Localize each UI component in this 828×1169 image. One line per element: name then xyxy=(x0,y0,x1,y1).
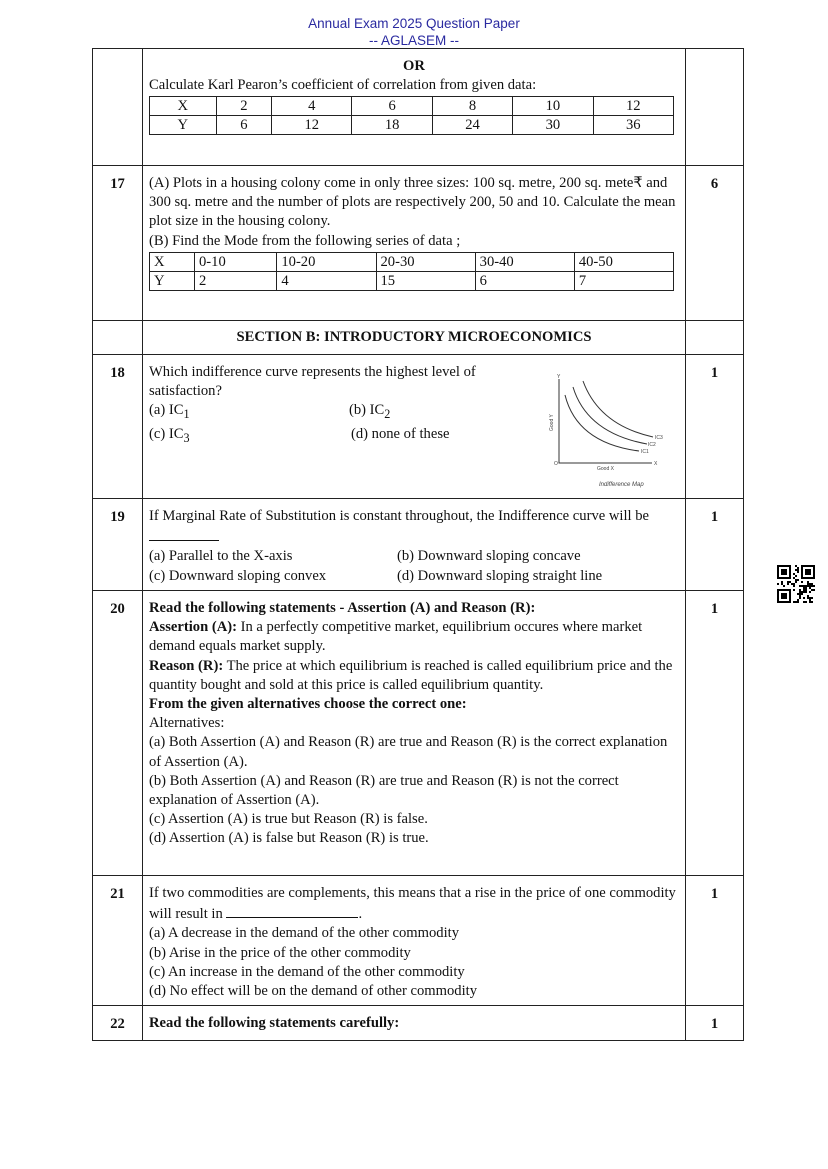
question-text: If two commodities are complements, this means that a rise in the price of one commodity will result in xyxy=(149,885,676,923)
option-a: (a) $IC_1$ xyxy=(149,402,190,422)
data-table-cell: 6 xyxy=(352,97,432,116)
data-table-cell: 4 xyxy=(277,271,376,290)
data-table-cell: 12 xyxy=(593,97,673,116)
section-heading: SECTION B: INTRODUCTORY MICROECONOMICS xyxy=(143,321,686,355)
section-row xyxy=(93,321,744,355)
data-table-cell: 12 xyxy=(272,116,352,135)
ic1-curve xyxy=(565,395,639,451)
question-text: (A) Plots in a housing colony come in only three sizes: 100 sq. metre, 200 sq. mete₹ and 300 sq. metre and the number of plots are respectively 200, 50 and 10. Calculate the mean plot size in the housing colony. xyxy=(149,175,676,230)
data-table-cell: 7 xyxy=(574,271,673,290)
data-table-cell: 20-30 xyxy=(376,252,475,271)
data-table-row xyxy=(150,271,674,290)
question-text: If Marginal Rate of Substitution is constant throughout, the Indifference curve will be xyxy=(149,508,649,524)
option-c: (c) An increase in the demand of the other commodity xyxy=(149,963,465,980)
question-number: 18 xyxy=(93,355,143,499)
reason-text: The price at which equilibrium is reached is called equilibrium price and the quantity bought and sold at this price is called equilibrium quantity. xyxy=(149,657,673,693)
data-table xyxy=(149,252,674,291)
option-a: (a) Parallel to the X-axis xyxy=(149,548,293,565)
option-a: (a) Both Assertion (A) and Reason (R) are true and Reason (R) is the correct explanation of Assertion (A). xyxy=(149,734,693,770)
data-table-cell: X xyxy=(150,97,217,116)
choose-instruction: From the given alternatives choose the correct one: xyxy=(149,696,467,713)
marks: 1 xyxy=(686,876,744,1006)
question-text: Which indifference curve represents the highest level of satisfaction? xyxy=(149,364,476,400)
option-a: (a) A decrease in the demand of the other commodity xyxy=(149,925,460,942)
svg-text:O: O xyxy=(554,461,558,467)
option-d: (d) Assertion (A) is false but Reason (R) is true. xyxy=(149,830,429,847)
marks: 1 xyxy=(686,499,744,591)
data-table-cell: 24 xyxy=(432,116,512,135)
question-row xyxy=(93,355,744,499)
data-table-cell: X xyxy=(150,252,195,271)
ic2-label: IC2 xyxy=(648,442,656,448)
indifference-map-diagram xyxy=(547,373,667,488)
data-table-cell: 15 xyxy=(376,271,475,290)
diagram-caption: Indifference Map xyxy=(599,482,644,488)
header-title: Annual Exam 2025 Question Paper xyxy=(308,16,520,31)
question-table xyxy=(92,48,744,1041)
svg-text:Y: Y xyxy=(557,374,561,380)
data-table-cell: 6 xyxy=(475,271,574,290)
question-number: 21 xyxy=(93,876,143,1006)
ic2-curve xyxy=(573,387,647,444)
data-table-cell: Y xyxy=(150,271,195,290)
data-table-cell: 30-40 xyxy=(475,252,574,271)
option-b: (b) Both Assertion (A) and Reason (R) are true and Reason (R) is not the correct explanation of Assertion (A). xyxy=(149,772,645,809)
marks: 6 xyxy=(686,166,744,321)
data-table-row xyxy=(150,252,674,271)
question-number: 22 xyxy=(93,1006,143,1041)
question-row xyxy=(93,499,744,591)
option-c: (c) Downward sloping convex xyxy=(149,567,327,584)
data-table-cell: 10-20 xyxy=(277,252,376,271)
question-intro: Read the following statements - Assertion (A) and Reason (R): xyxy=(149,600,536,616)
marks: 1 xyxy=(686,591,744,876)
ic3-label: IC3 xyxy=(655,435,663,441)
question-text: Calculate Karl Pearon’s coefficient of correlation from given data: xyxy=(149,77,537,94)
question-row: 21 If two commodities are complements, this means that a rise in the price of one commodity will result in . (a) A decrease in the demand of the other commodity (b) Arise in the price of the other commodity (c) An increase in the demand of the other commodity (d) No effect will be on the demand of other commodity 1 xyxy=(93,876,744,1006)
x-axis-label: Good X xyxy=(597,466,614,472)
y-axis-label: Good Y xyxy=(549,414,555,431)
option-c: (c) $IC_3$ xyxy=(149,425,190,445)
option-d: (d) none of these xyxy=(351,425,450,442)
data-table-row xyxy=(150,97,674,116)
ic3-curve xyxy=(583,381,653,437)
data-table-cell: 2 xyxy=(216,97,272,116)
or-label: OR xyxy=(403,58,425,74)
option-b: (b) Arise in the price of the other commodity xyxy=(149,944,411,961)
data-table-cell: 0-10 xyxy=(195,252,277,271)
assertion-label: Assertion (A): xyxy=(149,619,237,636)
question-number: 20 xyxy=(93,591,143,876)
question-row xyxy=(93,166,744,321)
data-table-cell: Y xyxy=(150,116,217,135)
assertion-text: In a perfectly competitive market, equilibrium occures where market demand equals market supply. xyxy=(149,619,643,655)
question-row xyxy=(93,1006,744,1041)
header-subtitle: -- AGLASEM -- xyxy=(368,33,459,48)
question-number: 19 xyxy=(93,499,143,591)
reason-label: Reason (R): xyxy=(149,657,224,674)
data-table-cell: 10 xyxy=(513,97,593,116)
data-table-cell: 18 xyxy=(352,116,432,135)
option-b: (b) Downward sloping concave xyxy=(397,548,581,565)
question-text: Read the following statements carefully: xyxy=(143,1006,686,1041)
qr-code-icon xyxy=(777,565,815,603)
ic1-label: IC1 xyxy=(641,449,649,455)
marks: 1 xyxy=(686,1006,744,1041)
question-number: 17 xyxy=(93,166,143,321)
question-text: (B) Find the Mode from the following series of data ; xyxy=(149,232,461,249)
option-c: (c) Assertion (A) is true but Reason (R) is false. xyxy=(149,811,428,828)
answer-blank xyxy=(226,903,358,918)
data-table-cell: 6 xyxy=(216,116,272,135)
data-table-cell: 4 xyxy=(272,97,352,116)
data-table-cell: 36 xyxy=(593,116,673,135)
data-table xyxy=(149,96,674,135)
alternatives-label: Alternatives: xyxy=(149,715,225,732)
question-row xyxy=(93,591,744,876)
data-table-cell: 30 xyxy=(513,116,593,135)
svg-text:X: X xyxy=(654,461,658,467)
data-table-row xyxy=(150,116,674,135)
marks: 1 xyxy=(686,355,744,499)
question-row xyxy=(93,49,744,166)
answer-blank xyxy=(149,526,219,541)
option-d: (d) Downward sloping straight line xyxy=(397,567,603,584)
data-table-cell: 8 xyxy=(432,97,512,116)
option-b: (b) $IC_2$ xyxy=(349,402,391,422)
data-table-cell: 2 xyxy=(195,271,277,290)
option-d: (d) No effect will be on the demand of other commodity xyxy=(149,983,477,1000)
data-table-cell: 40-50 xyxy=(574,252,673,271)
